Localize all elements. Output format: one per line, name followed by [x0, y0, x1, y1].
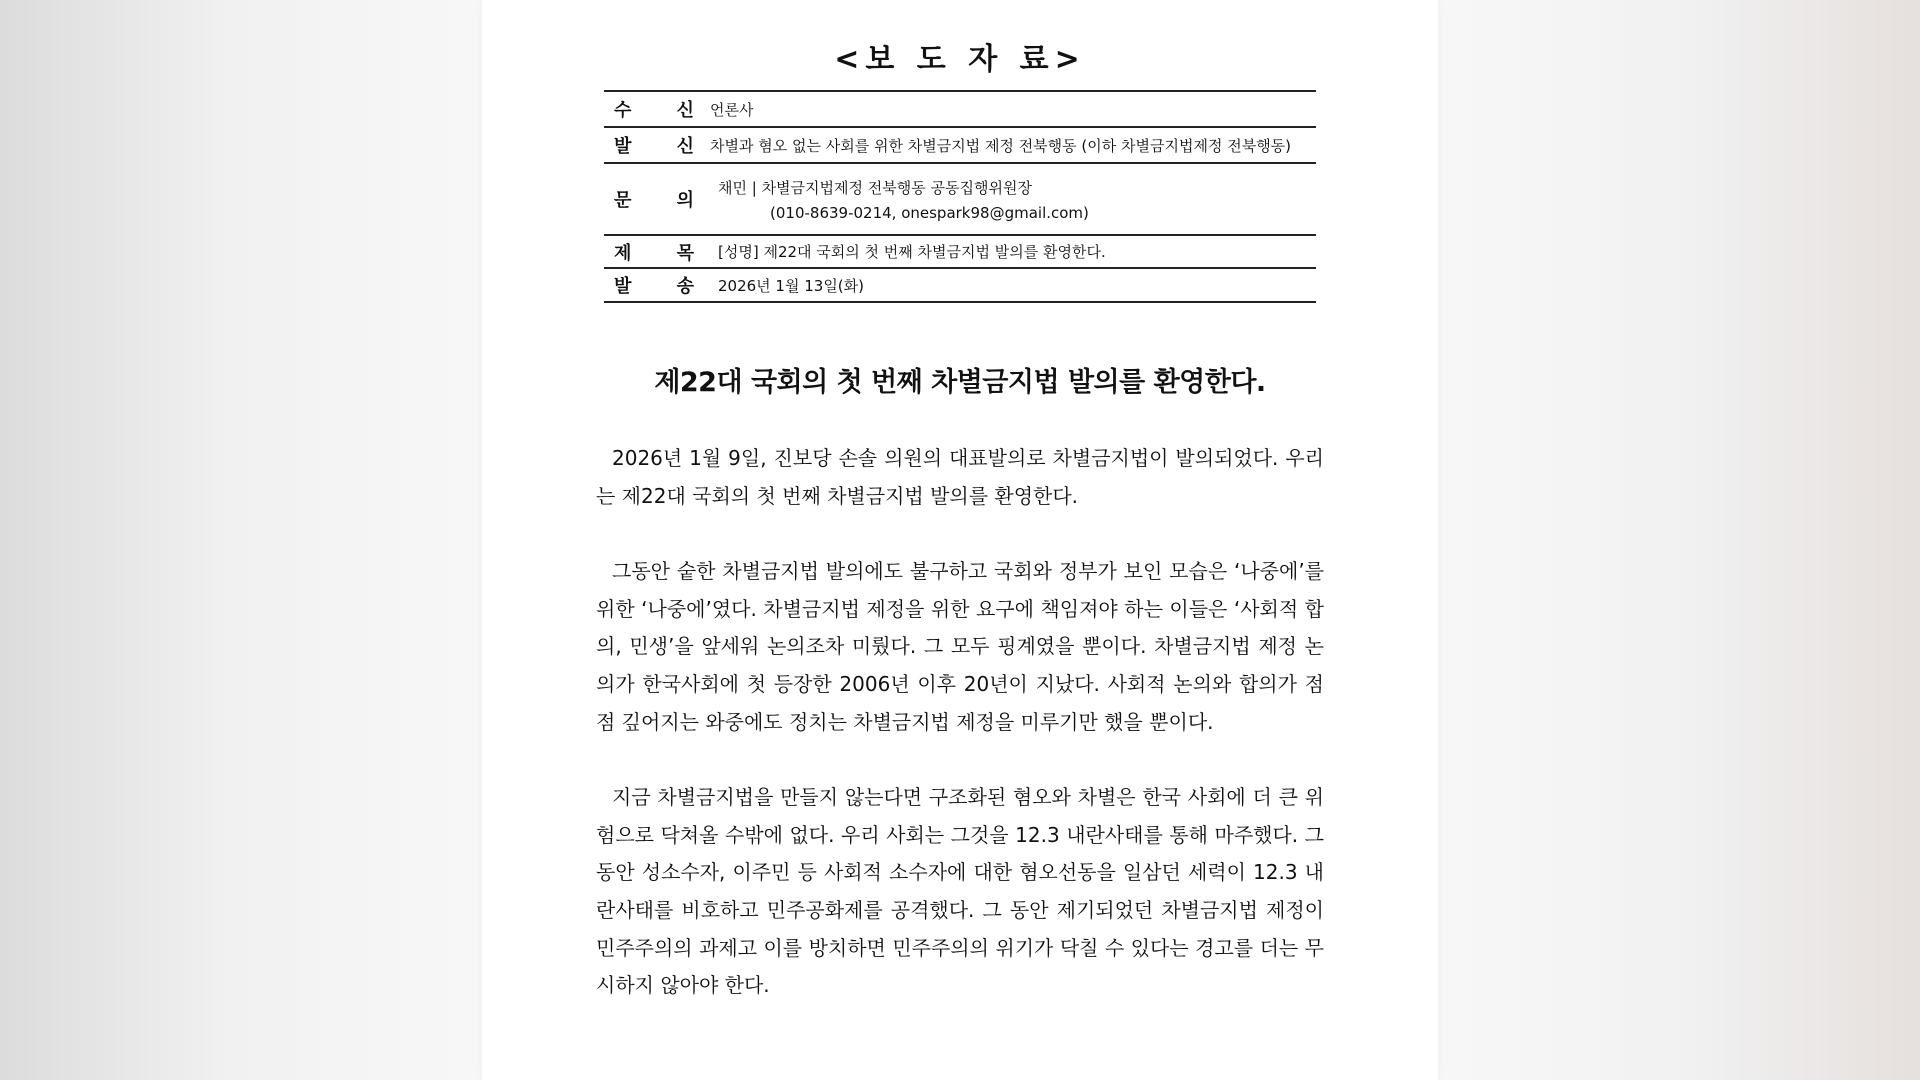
meta-row-sender	[604, 128, 1316, 164]
meta-label-char: 신	[676, 100, 694, 121]
body-paragraph: 그동안 숱한 차별금지법 발의에도 불구하고 국회와 정부가 보인 모습은 ‘나중에’를 위한 ‘나중에’였다. 차별금지법 제정을 위한 요구에 책임져야 하는 이들은 ‘사회적 합의, 민생’을 앞세워 논의조차 미뤘다. 그 모두 핑계였을 뿐이다. 차별금지법 제정 논의가 한국사회에 첫 등장한 2006년 이후 20년이 지났다. 사회적 논의와 합의가 점점 깊어지는 와중에도 정치는 차별금지법 제정을 미루기만 했을 뿐이다.	[596, 559, 1324, 734]
meta-label-char: 목	[676, 242, 694, 264]
meta-value: 차별과 혐오 없는 사회를 위한 차별금지법 제정 전북행동 (이하 차별금지법제정 전북행동)	[710, 136, 1292, 155]
body-paragraph: 2026년 1월 9일, 진보당 손솔 의원의 대표발의로 차별금지법이 발의되었다. 우리는 제22대 국회의 첫 번째 차별금지법 발의를 환영한다.	[596, 446, 1324, 508]
statement-body	[596, 440, 1324, 1043]
meta-label-char: 발	[614, 276, 632, 297]
contact-person: 채민 | 차별금지법제정 전북행동 공동집행위원장	[718, 178, 1032, 197]
statement-headline: 제22대 국회의 첫 번째 차별금지법 발의를 환영한다.	[654, 367, 1266, 398]
meta-label	[604, 239, 704, 265]
meta-value: 언론사	[710, 100, 754, 119]
meta-label	[604, 186, 704, 212]
meta-label-char: 신	[676, 136, 694, 157]
contact-details: (010-8639-0214, onespark98@gmail.com)	[770, 203, 1089, 222]
meta-label	[604, 132, 704, 158]
meta-label-char: 제	[614, 242, 632, 264]
meta-label-char: 수	[614, 100, 632, 121]
meta-row-subject	[604, 236, 1316, 269]
document-title: <보 도 자 료>	[834, 42, 1086, 77]
press-release-page	[482, 0, 1438, 1080]
meta-row-date	[604, 269, 1316, 303]
meta-label-char: 문	[614, 190, 632, 211]
meta-label-char: 발	[614, 136, 632, 157]
meta-table	[604, 90, 1316, 303]
meta-value	[704, 177, 1316, 222]
meta-label	[604, 272, 704, 298]
body-paragraph: 지금 차별금지법을 만들지 않는다면 구조화된 혐오와 차별은 한국 사회에 더 큰 위험으로 닥쳐올 수밖에 없다. 우리 사회는 그것을 12.3 내란사태를 통해 마주했다. 그 동안 성소수자, 이주민 등 사회적 소수자에 대한 혐오선동을 일삼던 세력이 12.3 내란사태를 비호하고 민주공화제를 공격했다. 그 동안 제기되었던 차별금지법 제정이 민주주의의 과제고 이를 방치하면 민주주의의 위기가 닥칠 수 있다는 경고를 더는 무시하지 않아야 한다.	[596, 785, 1324, 998]
meta-label-char: 의	[676, 190, 694, 211]
meta-label	[604, 96, 704, 122]
meta-value: 2026년 1월 13일(화)	[718, 276, 865, 295]
meta-label-char: 송	[676, 276, 694, 297]
meta-row-recipient	[604, 92, 1316, 128]
meta-value: [성명] 제22대 국회의 첫 번째 차별금지법 발의를 환영한다.	[718, 243, 1106, 261]
meta-row-contact	[604, 164, 1316, 236]
